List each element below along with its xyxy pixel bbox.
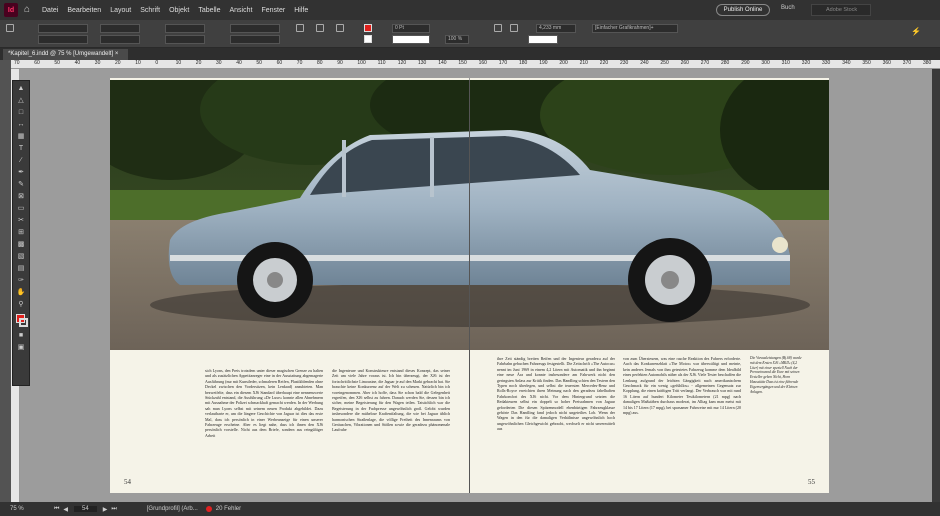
stroke-weight-field[interactable]: 0 Pt xyxy=(392,24,430,33)
rotation-field[interactable] xyxy=(230,24,280,33)
hand-tool-icon[interactable]: ✋ xyxy=(16,289,26,296)
type-tool-icon[interactable]: T xyxy=(18,145,24,152)
menu-layout[interactable]: Layout xyxy=(110,6,132,14)
fill-swatch[interactable] xyxy=(364,24,372,32)
scissors-tool-icon[interactable]: ✂ xyxy=(18,217,24,224)
stroke-swatch[interactable] xyxy=(364,35,372,43)
menu-hilfe[interactable]: Hilfe xyxy=(294,6,309,14)
menu-schrift[interactable]: Schrift xyxy=(140,6,161,14)
error-count[interactable]: 20 Fehler xyxy=(215,506,242,512)
ruler-tick-label: 10 xyxy=(175,60,182,66)
width-field[interactable] xyxy=(100,24,140,33)
ruler-tick-label: 70 xyxy=(14,60,20,66)
text-column-left-1[interactable]: sich Lyons, den Preis trotzdem unter dieser magischen Grenze zu halten und als zusätzlichen Appetitanreger eine in der Ausstattung abgemagerte Ausführung (nur mit Kunstleder, schmaleren Reifen, Plastikblenden ohne Deckel zwischen den Vordersitzen, kein Lenkrad) anzubieten. Man bezweifelte, dass ein diesem XJ6 Standard überhaupt eine nennenswerte Stückzahl entstand, die Ausführung »De Luxe« konnte allen Abnehmern mit Ausnahme der Polizei schmackhaft gemacht werden. In der Werbung sah man Lyons selbst mit seinem neuen Produkt abgebildet. Dazu verlautbarte er, um die längere Geschichte von Jaguar ist dies das erste Mal, dass ich persönlich in einer Werbeanzeige für einen unserer Fahrzeuge erscheine. Aber es liegt nahe, dass ich ihnen den XJ6 persönlich vorstelle. Nicht aus dem Briefe, sondern aus reingültiger Arbeit xyxy=(205,368,323,438)
size-field[interactable]: 4,233 mm xyxy=(536,24,576,33)
ruler-tick-label: 80 xyxy=(317,60,323,66)
line-tool-icon[interactable]: ∕ xyxy=(20,157,22,164)
eyedropper-tool-icon[interactable]: ✑ xyxy=(18,277,24,284)
ruler-tick-label: 90 xyxy=(337,60,343,66)
adobe-stock-search[interactable]: Adobe Stock xyxy=(811,4,871,16)
ruler-tick-label: 370 xyxy=(902,60,912,66)
selection-tool-icon[interactable]: ▲ xyxy=(17,85,25,92)
ruler-tick-label: 350 xyxy=(862,60,871,66)
ruler-tick-label: 210 xyxy=(579,60,588,66)
menu-objekt[interactable]: Objekt xyxy=(169,6,190,14)
frame-style-dropdown[interactable]: [Einfacher Grafikrahmen]+ xyxy=(592,24,678,33)
document-tab-bar xyxy=(0,48,940,60)
error-indicator-icon xyxy=(206,506,212,512)
ruler-tick-label: 40 xyxy=(74,60,81,66)
stroke-color-icon[interactable] xyxy=(19,318,28,327)
vertical-scrollbar[interactable] xyxy=(932,69,940,502)
text-column-right-2[interactable]: von zum Übersteuern, was eine rasche Reaktion des Fahrers erforderte. Auch das Konkurrenzblatt »The Motor« war überwältigt und meinte, kein anderes Jemals von ihm getestetes Fahrzeug komme dem Idealbild eines perfekten Automobils näher als der XJ6. Viele Tester beschaffen die Lenkung aufgrund der leichten Gängigkeit nach amerikanischem Geschmack für ein wenig »gefühllos« - allgemeinen Gegensatz zur Kopplung, die einen kräftigen Tritt verlangt. Der Verbrauch war mit rund 16 Litern auf hundert Kilometer Testkilometern (21 mpg) nach damaligen Maßstäben durchaus moderat, im Alltag kam man meist mit 14 bis 17 Litern (17 mpg), bei sparsamer Fahrweise mit nur 14 Litern (20 mpg) aus. xyxy=(623,356,741,416)
ruler-tick-label: 270 xyxy=(700,60,710,66)
menu-bar xyxy=(0,0,940,20)
ruler-tick-label: 0 xyxy=(155,60,159,66)
free-transform-tool-icon[interactable]: ⊞ xyxy=(18,229,24,236)
ruler-tick-label: 360 xyxy=(882,60,891,66)
preflight-profile[interactable]: [Grundprofil] (Arb... xyxy=(146,506,198,512)
menu-fenster[interactable]: Fenster xyxy=(261,6,286,14)
text-column-left-2[interactable]: die Ingenieure und Konstrukteure entstand dieses Konzept, das seiner Zeit um viele Jahre voraus ist. Ich bin überzeugt, der XJ6 ist der fortschrittlichste Limousine, die Jaguar je auf den Markt gebracht hat. Sie brauchte keine Konkurrenz auf der Welt zu scheuen. Natürlich bin ich voreingenommen. Aber ich hoffe, dass Sie schon bald die Gelegenheit ergreifen, den XJ6 selbst zu fahren. Danach werden Sie, dessen bin ich sicher, meine Begeisterung für den Wagen teilen. Tatsächlich war die Begeisterung in der Fachpresse ungewöhnlich groß. Gelobt wurden insbesondere die mühelose Kraftentfaltung, die wie bei Jaguar üblich harmonischen Straßenlage, die völlige Freiheit des Innenraums von Geräuschen, Vibrationen und Stößen sowie die geradezu phänomenale Laufruhe xyxy=(332,368,450,433)
gradient-tool-icon[interactable]: ▩ xyxy=(17,241,25,248)
x-position-field[interactable] xyxy=(38,24,88,33)
ruler-tick-label: 280 xyxy=(721,60,730,66)
flip-icon[interactable] xyxy=(316,24,324,32)
ruler-tick-label: 330 xyxy=(822,60,831,66)
close-tab-icon[interactable]: × xyxy=(114,51,119,57)
gradient-feather-icon[interactable]: ▧ xyxy=(17,253,25,260)
shear-field[interactable] xyxy=(230,35,280,44)
page-tool-icon[interactable]: □ xyxy=(18,109,24,116)
ruler-tick-label: 70 xyxy=(296,60,303,66)
ruler-tick-label: 170 xyxy=(498,60,508,66)
ruler-tick-label: 380 xyxy=(923,60,932,66)
home-icon[interactable]: ⌂ xyxy=(24,4,31,15)
status-bar xyxy=(0,502,940,516)
ruler-tick-label: 260 xyxy=(680,60,689,66)
select-container-icon[interactable] xyxy=(336,24,344,32)
corner-field[interactable] xyxy=(528,35,558,44)
ruler-tick-label: 50 xyxy=(54,60,60,66)
menu-datei[interactable]: Datei xyxy=(42,6,59,14)
apply-color-icon[interactable]: ■ xyxy=(18,332,24,339)
ruler-tick-label: 200 xyxy=(559,60,568,66)
last-page-icon[interactable]: ⏭ xyxy=(111,505,117,512)
rectangle-tool-icon[interactable]: ▭ xyxy=(17,205,25,212)
reference-point-icon[interactable] xyxy=(6,24,14,32)
menu-tabelle[interactable]: Tabelle xyxy=(198,6,221,14)
document-tab[interactable] xyxy=(3,49,128,60)
tools-panel xyxy=(12,80,30,386)
lightning-icon[interactable]: ⚡ xyxy=(911,27,921,36)
ruler-tick-label: 250 xyxy=(660,60,669,66)
ruler-tick-label: 60 xyxy=(276,60,283,66)
gap-tool-icon[interactable]: ↔ xyxy=(17,121,25,128)
pen-tool-icon[interactable]: ✒ xyxy=(18,169,24,176)
ruler-tick-label: 50 xyxy=(256,60,262,66)
ruler-tick-label: 310 xyxy=(781,60,790,66)
zoom-level[interactable]: 75 % xyxy=(10,506,24,512)
ruler-tick-label: 140 xyxy=(438,60,447,66)
ruler-tick-label: 40 xyxy=(236,60,242,66)
ruler-tick-label: 30 xyxy=(94,60,101,66)
ruler-tick-label: 30 xyxy=(216,60,222,66)
ruler-tick-label: 220 xyxy=(599,60,609,66)
fill-stroke-swatches[interactable] xyxy=(15,312,27,328)
zoom-tool-icon[interactable]: ⚲ xyxy=(18,301,24,308)
ruler-tick-label: 320 xyxy=(801,60,811,66)
scale-y-field[interactable] xyxy=(165,35,205,44)
ruler-tick-label: 300 xyxy=(761,60,770,66)
ruler-tick-label: 20 xyxy=(195,60,202,66)
ruler-tick-label: 190 xyxy=(539,60,548,66)
pencil-tool-icon[interactable]: ✎ xyxy=(18,181,24,188)
ruler-tick-label: 120 xyxy=(397,60,407,66)
page-number-field[interactable]: 54 xyxy=(74,506,97,512)
ruler-tick-label: 240 xyxy=(640,60,649,66)
ruler-tick-label: 130 xyxy=(418,60,427,66)
rotate-icon[interactable] xyxy=(296,24,304,32)
fit-frame-icon[interactable] xyxy=(510,24,518,32)
first-page-icon[interactable]: ⏮ xyxy=(54,505,60,512)
ruler-tick-label: 100 xyxy=(357,60,366,66)
indesign-logo: Id xyxy=(4,3,18,17)
opacity-field[interactable]: 100 % xyxy=(445,35,469,44)
spread-gutter xyxy=(469,80,470,493)
ruler-tick-label: 160 xyxy=(478,60,487,66)
scale-x-field[interactable] xyxy=(165,24,205,33)
text-column-right-1[interactable]: ihre Zeit ständig breiten Reifen und der Ingenieur geradezu auf der Fahrbahn gebuchen Fahrzeugs festgestellt. Die Zeitschrift »The Autocar« nennt im Juni 1969 in einem 4,2 Litern mit Automatik und ihn beginnt eine neue Ära und konnte insbesondere am Fahrwerk nicht den geringsten Anlass zur Kritik finden. Das Handling schien den Testern den Typen noch überlegen, und selbst die teuersten Mercedes-Benz und Rolls-Royce erreichten ihren Meinung nach den geradezu fabelhaften Fahrkomfort des XJ6 nicht. Vor dem Hintergrund setzten die Redakteuren selbst ein doppelt so hoher Preisrahmen von Jaguar geforderten Die diesen Spitzenmodell ebenbürtigen Fahrzeugklasse gehörte Das Handling fand jedoch nicht ungeteiltes Lob. Wenn der Wagen in den für die damaligen Verhältnisse ungewöhnlich hoch ungewöhnlichen Gleichgewicht gebracht, wechselt er nicht unvermittelt aus xyxy=(497,356,615,432)
ruler-tick-label: 20 xyxy=(115,60,121,66)
ruler-tick-label: 340 xyxy=(842,60,851,66)
prev-page-icon[interactable]: ◀ xyxy=(63,506,69,513)
ruler-tick-label: 110 xyxy=(377,60,386,66)
horizontal-ruler[interactable] xyxy=(11,60,940,69)
ruler-tick-label: 230 xyxy=(620,60,629,66)
menu-ansicht[interactable]: Ansicht xyxy=(229,6,253,14)
ruler-tick-label: 290 xyxy=(741,60,750,66)
page-number-left: 54 xyxy=(124,478,131,486)
workspace-switcher[interactable]: Buch xyxy=(781,5,795,11)
page-number-right: 55 xyxy=(808,478,815,486)
document-tab-title: *Kapitel_6.indd @ 75 % [Umgewandelt] xyxy=(8,51,114,57)
menu-bearbeiten[interactable]: Bearbeiten xyxy=(67,6,102,14)
height-field[interactable] xyxy=(100,35,140,44)
image-caption[interactable]: Die Vorausleistungen (Bj.68) wurde mit dem Ersten XJ6 »MKII« (4,2 Liter) mit einer speziell Nach der Prenoeinwand die Eure mit seinen Ersteller geben Nicht, Horn Hausstätte Dass ist eine führende Eigenvergängen und der Kleinen Anlagen. xyxy=(750,356,802,394)
stroke-type-field[interactable] xyxy=(392,35,430,44)
ruler-tick-label: 10 xyxy=(135,60,141,66)
fit-content-icon[interactable] xyxy=(494,24,502,32)
y-position-field[interactable] xyxy=(38,35,88,44)
screen-mode-icon[interactable]: ▣ xyxy=(17,344,25,351)
publish-online-button[interactable]: Publish Online xyxy=(716,4,770,16)
direct-selection-tool-icon[interactable]: △ xyxy=(18,97,24,104)
content-collector-icon[interactable]: ▦ xyxy=(17,133,25,140)
note-tool-icon[interactable]: ▤ xyxy=(17,265,25,272)
next-page-icon[interactable]: ▶ xyxy=(102,506,108,513)
rectangle-frame-tool-icon[interactable]: ⊠ xyxy=(18,193,24,200)
ruler-tick-label: 60 xyxy=(34,60,40,66)
control-panel xyxy=(0,20,940,48)
ruler-tick-label: 150 xyxy=(458,60,467,66)
ruler-tick-label: 180 xyxy=(519,60,528,66)
